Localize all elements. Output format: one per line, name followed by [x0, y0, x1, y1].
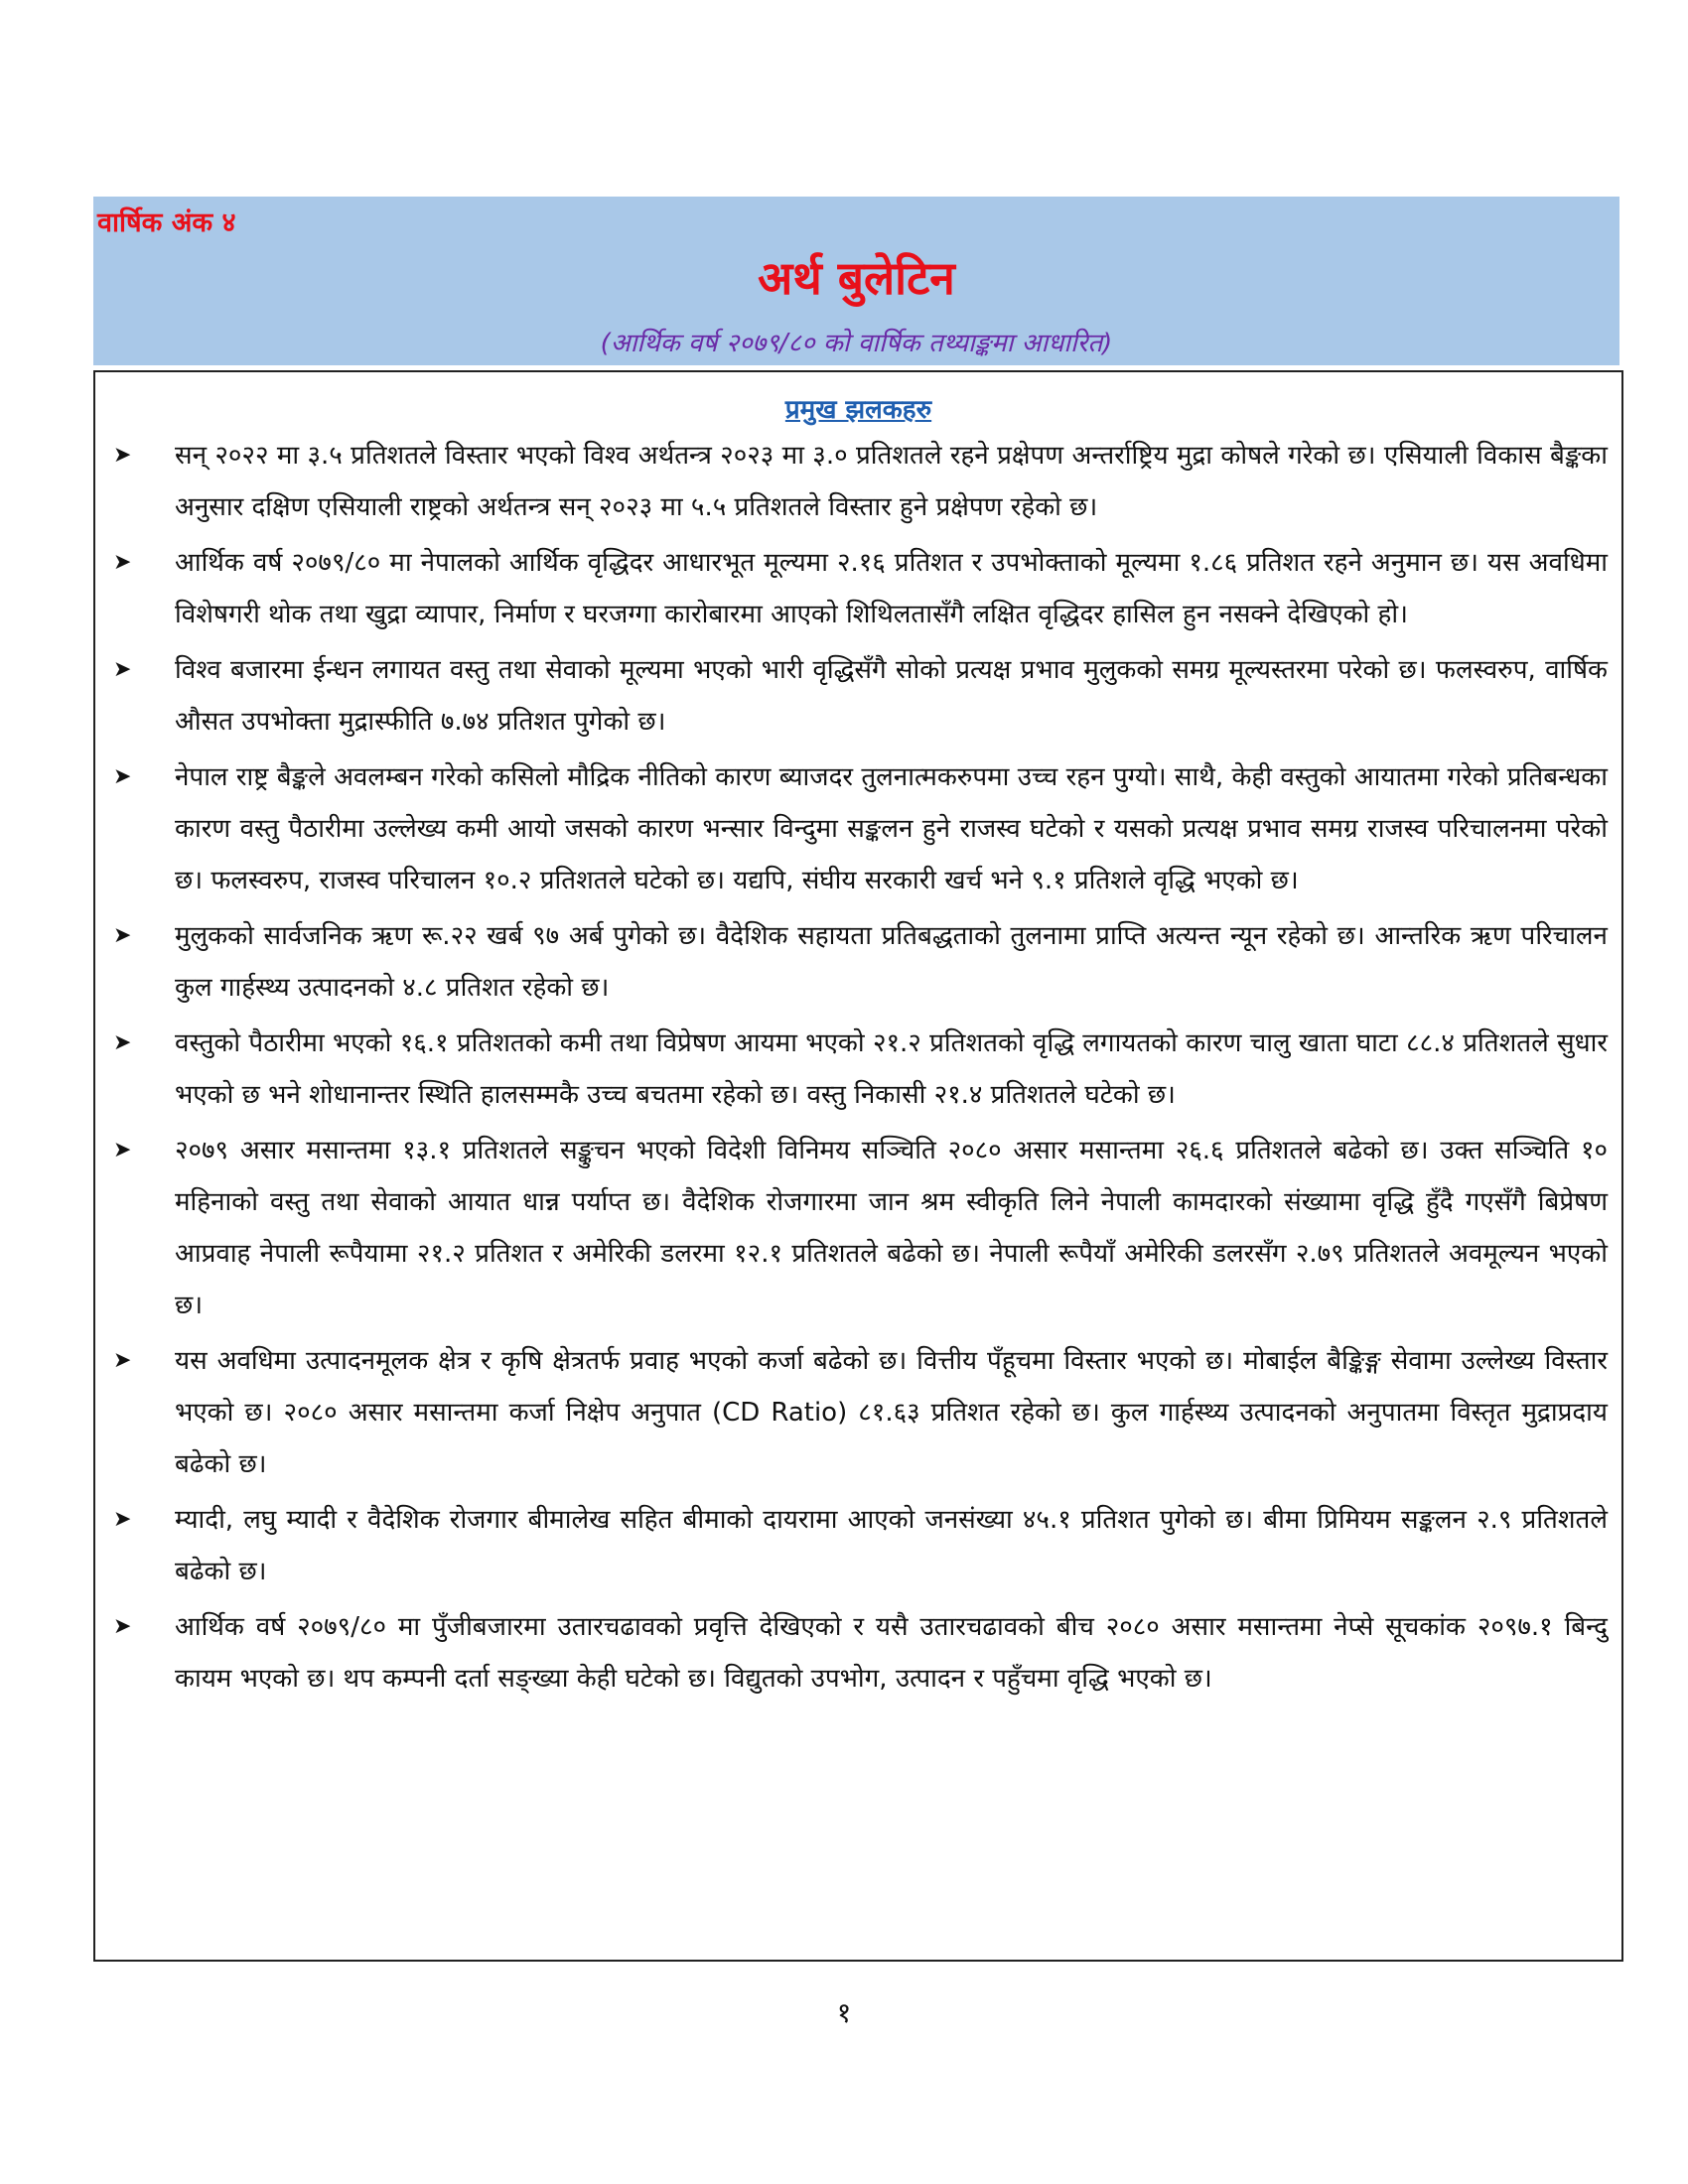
- list-item-text: यस अवधिमा उत्पादनमूलक क्षेत्र र कृषि क्षेत्रतर्फ प्रवाह भएको कर्जा बढेको छ। वित्तीय पँहूचमा विस्तार भएको छ। मोबाईल बैङ्किङ्ग सेवामा उल्लेख्य विस्तार भएको छ। २०८० असार मसान्तमा कर्जा निक्षेप अनुपात (CD Ratio) ८१.६३ प्रतिशत रहेको छ। कुल गार्हस्थ्य उत्पादनको अनुपातमा विस्तृत मुद्राप्रदाय बढेको छ।: [175, 1346, 1608, 1479]
- highlights-heading: प्रमुख झलकहरु: [784, 395, 932, 425]
- arrowhead-bullet-icon: ➤: [113, 550, 132, 575]
- list-item-text: नेपाल राष्ट्र बैङ्कले अवलम्बन गरेको कसिलो मौद्रिक नीतिको कारण ब्याजदर तुलनात्मकरुपमा उच्च रहन पुग्यो। साथै, केही वस्तुको आयातमा गरेको प्रतिबन्धका कारण वस्तु पैठारीमा उल्लेख्य कमी आयो जसको कारण भन्सार विन्दुमा सङ्कलन हुने राजस्व घटेको र यसको प्रत्यक्ष प्रभाव समग्र राजस्व परिचालनमा परेको छ। फलस्वरुप, राजस्व परिचालन १०.२ प्रतिशतले घटेको छ। यद्यपि, संघीय सरकारी खर्च भने ९.१ प्रतिशले वृद्धि भएको छ।: [175, 762, 1608, 895]
- list-item-text: आर्थिक वर्ष २०७९/८० मा नेपालको आर्थिक वृद्धिदर आधारभूत मूल्यमा २.१६ प्रतिशत र उपभोक्ताको मूल्यमा १.८६ प्रतिशत रहने अनुमान छ। यस अवधिमा विशेषगरी थोक तथा खुद्रा व्यापार, निर्माण र घरजग्गा कारोबारमा आएको शिथिलतासँगै लक्षित वृद्धिदर हासिल हुन नसक्ने देखिएको हो।: [175, 548, 1608, 629]
- arrowhead-bullet-icon: ➤: [113, 1614, 132, 1639]
- arrowhead-bullet-icon: ➤: [113, 443, 132, 468]
- list-item: [113, 1018, 1608, 1121]
- arrowhead-bullet-icon: ➤: [113, 923, 132, 948]
- list-item: [113, 537, 1608, 640]
- arrowhead-bullet-icon: ➤: [113, 1138, 132, 1162]
- list-item-text: म्यादी, लघु म्यादी र वैदेशिक रोजगार बीमालेख सहित बीमाको दायरामा आएको जनसंख्या ४५.१ प्रतिशत पुगेको छ। बीमा प्रिमियम सङ्कलन २.९ प्रतिशतले बढेको छ।: [175, 1505, 1608, 1586]
- list-item: [113, 1601, 1608, 1705]
- list-item-text: वस्तुको पैठारीमा भएको १६.१ प्रतिशतको कमी तथा विप्रेषण आयमा भएको २१.२ प्रतिशतको वृद्धि लगायतको कारण चालु खाता घाटा ८८.४ प्रतिशतले सुधार भएको छ भने शोधानान्तर स्थिति हालसम्मकै उच्च बचतमा रहेको छ। वस्तु निकासी २१.४ प्रतिशतले घटेको छ।: [175, 1028, 1608, 1110]
- list-item: [113, 644, 1608, 748]
- arrowhead-bullet-icon: ➤: [113, 657, 132, 682]
- list-item: [113, 751, 1608, 906]
- list-item-text: २०७९ असार मसान्तमा १३.१ प्रतिशतले सङ्कुचन भएको विदेशी विनिमय सञ्चिति २०८० असार मसान्तमा २६.६ प्रतिशतले बढेको छ। उक्त सञ्चिति १० महिनाको वस्तु तथा सेवाको आयात धान्न पर्याप्त छ। वैदेशिक रोजगारमा जान श्रम स्वीकृति लिने नेपाली कामदारको संख्यामा वृद्धि हुँदै गएसँगै बिप्रेषण आप्रवाह नेपाली रूपैयामा २१.२ प्रतिशत र अमेरिकी डलरमा १२.१ प्रतिशतले बढेको छ। नेपाली रूपैयाँ अमेरिकी डलरसँग २.७९ प्रतिशतले अवमूल्यन भएको छ।: [175, 1136, 1608, 1320]
- list-item-text: मुलुकको सार्वजनिक ऋण रू.२२ खर्ब ९७ अर्ब पुगेको छ। वैदेशिक सहायता प्रतिबद्धताको तुलनामा प्राप्ति अत्यन्त न्यून रहेको छ। आन्तरिक ऋण परिचालन कुल गार्हस्थ्य उत्पादनको ४.८ प्रतिशत रहेको छ।: [175, 921, 1608, 1003]
- arrowhead-bullet-icon: ➤: [113, 764, 132, 789]
- list-item: [113, 910, 1608, 1014]
- page-subtitle: (आर्थिक वर्ष २०७९/८० को वार्षिक तथ्याङ्कमा आधारित): [600, 329, 1113, 358]
- list-item: [113, 1335, 1608, 1490]
- list-item-text: विश्व बजारमा ईन्धन लगायत वस्तु तथा सेवाको मूल्यमा भएको भारी वृद्धिसँगै सोको प्रत्यक्ष प्रभाव मुलुकको समग्र मूल्यस्तरमा परेको छ। फलस्वरुप, वार्षिक औसत उपभोक्ता मुद्रास्फीति ७.७४ प्रतिशत पुगेको छ।: [175, 655, 1608, 737]
- arrowhead-bullet-icon: ➤: [113, 1030, 132, 1055]
- highlights-list: [113, 430, 1608, 1708]
- list-item: [113, 1494, 1608, 1597]
- page-title: अर्थ बुलेटिन: [758, 251, 955, 305]
- arrowhead-bullet-icon: ➤: [113, 1507, 132, 1532]
- arrowhead-bullet-icon: ➤: [113, 1348, 132, 1373]
- header-band: [93, 197, 1619, 365]
- list-item: [113, 430, 1608, 533]
- highlights-box: [93, 370, 1623, 1962]
- issue-label: वार्षिक अंक ४: [97, 207, 236, 238]
- list-item-text: सन् २०२२ मा ३.५ प्रतिशतले विस्तार भएको विश्व अर्थतन्त्र २०२३ मा ३.० प्रतिशतले रहने प्रक्षेपण अन्तर्राष्ट्रिय मुद्रा कोषले गरेको छ। एसियाली विकास बैङ्कका अनुसार दक्षिण एसियाली राष्ट्रको अर्थतन्त्र सन् २०२३ मा ५.५ प्रतिशतले विस्तार हुने प्रक्षेपण रहेको छ।: [175, 441, 1608, 522]
- list-item: [113, 1125, 1608, 1331]
- list-item-text: आर्थिक वर्ष २०७९/८० मा पुँजीबजारमा उतारचढावको प्रवृत्ति देखिएको र यसै उतारचढावको बीच २०८० असार मसान्तमा नेप्से सूचकांक २०९७.१ बिन्दु कायम भएको छ। थप कम्पनी दर्ता सङ्ख्या केही घटेको छ। विद्युतको उपभोग, उत्पादन र पहुँचमा वृद्धि भएको छ।: [175, 1612, 1608, 1694]
- page-number: १: [836, 1996, 852, 2029]
